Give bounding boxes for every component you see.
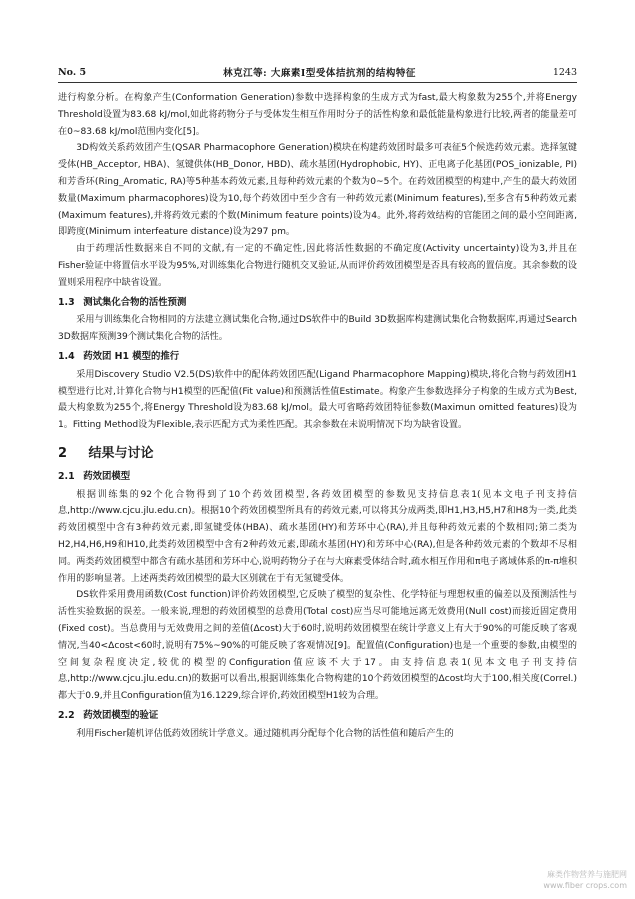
section-title: 药效团 H1 模型的推行 xyxy=(83,350,180,362)
section-number: 2.2 xyxy=(58,709,75,721)
section-heading-2-2 xyxy=(58,708,577,725)
section-title: 测试集化合物的活性预测 xyxy=(83,296,187,308)
page-header xyxy=(58,64,577,80)
section-title: 药效团模型 xyxy=(83,470,131,482)
section-number: 1.4 xyxy=(58,350,75,362)
paragraph: 采用与训练集化合物相同的方法建立测试集化合物,通过DS软件中的Build 3D数据库构建测试集化合物数据库,再通过Search 3D数据库预测39个测试集化合物的活性。 xyxy=(58,315,577,343)
section-number: 2.1 xyxy=(58,470,75,482)
watermark xyxy=(543,869,627,891)
paragraph: DS软件采用费用函数(Cost function)评价药效团模型,它反映了模型的复杂性、化学特征与理想权重的偏差以及预测活性与活性实验数据的误差。一般来说,理想的药效团模型的总费用(Total cost)应当尽可能地远离无效费用(Null cost)而接近固定费用(Fixed cost)。当总费用与无效费用之间的差值(Δcost)大于60时,说明药效团模型在统计学意义上有大于90%的可能反映了客观情况,当40<Δcost<60时,说明有75%~90%的可能反映了客观情况[9]。配置值(Configuration)也是一个重要的参数,由模型的空间复杂程度决定,较优的模型的Configuration值应该不大于17。由支持信息表1(见本文电子刊支持信息,http://www.cjcu.jlu.edu.cn)的数据可以看出,根据训练集化合物构建的10个药效团模型的Δcost均大于100,相关度(Correl.)都大于0.9,并且Configuration值为16.1229,综合评价,药效团模型H1较为合理。 xyxy=(58,590,577,702)
section-title: 结果与讨论 xyxy=(88,445,154,461)
running-title: 林克江等: 大麻素Ⅰ型受体拮抗剂的结构特征 xyxy=(223,68,416,79)
paragraph: 利用Fischer随机评估低药效团统计学意义。通过随机再分配每个化合物的活性值和随后产生的 xyxy=(76,728,454,739)
paragraph: 由于药理活性数据来自不同的文献,有一定的不确定性,因此将活性数据的不确定度(Activity uncertainty)设为3,并且在Fisher验证中将置信水平设为95%,对训练集化合物进行随机交叉验证,从而评价药效团模型是否具有较高的置信度。其余参数的设置则采用程序中缺省设置。 xyxy=(58,244,577,288)
paragraph: 进行构象分析。在构象产生(Conformation Generation)参数中选择构象的生成方式为fast,最大构象数为255个,并将Energy Threshold设置为83.68 kJ/mol,如此将药物分子与受体发生相互作用时分子的活性构象和最低能量构象进行比较,两者的能量差可在0~83.68 kJ/mol范围内变化[5]。 xyxy=(58,93,577,137)
section-number: 1.3 xyxy=(58,296,75,308)
watermark-line: www.fiber crops.com xyxy=(543,881,627,890)
page-number: 1243 xyxy=(552,66,577,78)
section-heading-1-3 xyxy=(58,295,577,312)
paragraph: 根据训练集的92个化合物得到了10个药效团模型,各药效团模型的参数见支持信息表1(见本文电子刊支持信息,http://www.cjcu.jlu.edu.cn)。根据10个药效团模型所具有的药效元素,可以将其分成两类,即H1,H3,H5,H7和H8为一类,此类药效团模型中含有3种药效元素,即氢键受体(HBA)、疏水基团(HY)和芳环中心(RA),并且每种药效元素的个数相同;第二类为H2,H4,H6,H9和H10,此类药效团模型中含有2种药效元素,即疏水基团(HY)和芳环中心(RA),但是各种药效元素的个数却不尽相同。两类药效团模型中都含有疏水基团和芳环中心,说明药物分子在与大麻素受体结合时,疏水相互作用和π电子离域体系的π-π堆积作用的影响显著。上述两类药效团模型的最大区别就在于有无氢键受体。 xyxy=(58,489,577,584)
paragraph: 3D构效关系药效团产生(QSAR Pharmacophore Generation)模块在构建药效团时最多可表征5个候选药效元素。选择氢键受体(HB_Acceptor, HBA)、氢键供体(HB_Donor, HBD)、疏水基团(Hydrophobic, HY)、正电离子化基团(POS_ionizable, PI)和芳香环(Ring_Aromatic, RA)等5种基本药效元素,且每种药效元素的个数为0~5个。在药效团模型的构建中,产生的最大药效团数量(Maximum pharmacophores)设为10,每个药效团中至少含有一种药效元素(Minimum features),至多含有5种药效元素(Maximum features),并将药效元素的个数(Minimum feature points)设为4。此外,将药效结构的官能团之间的最小空间距离,即跨度(Minimum interfeature distance)设为297 pm。 xyxy=(58,143,577,238)
section-heading-2-1 xyxy=(58,469,577,486)
article-body xyxy=(58,90,577,742)
section-heading-2 xyxy=(58,446,577,463)
section-heading-1-4 xyxy=(58,349,577,366)
section-number: 2 xyxy=(58,445,68,461)
journal-issue: No. 5 xyxy=(58,66,87,78)
section-title: 药效团模型的验证 xyxy=(83,709,159,721)
watermark-line: 麻类作物营养与施肥网 xyxy=(547,870,627,879)
paragraph: 采用Discovery Studio V2.5(DS)软件中的配体药效团匹配(Ligand Pharmacophore Mapping)模块,将化合物与药效团H1模型进行比对,计算化合物与H1模型的匹配值(Fit value)和预测活性值Estimate。构象产生参数选择分子构象的生成方式为Best,最大构象数为255个,将Energy Threshold设为83.68 kJ/mol。最大可省略药效团特征参数(Maximun omitted features)设为1。Fitting Method设为Flexible,表示匹配方式为柔性匹配。其余参数在未说明情况下均为缺省设置。 xyxy=(58,369,577,431)
header-rule xyxy=(58,82,577,83)
